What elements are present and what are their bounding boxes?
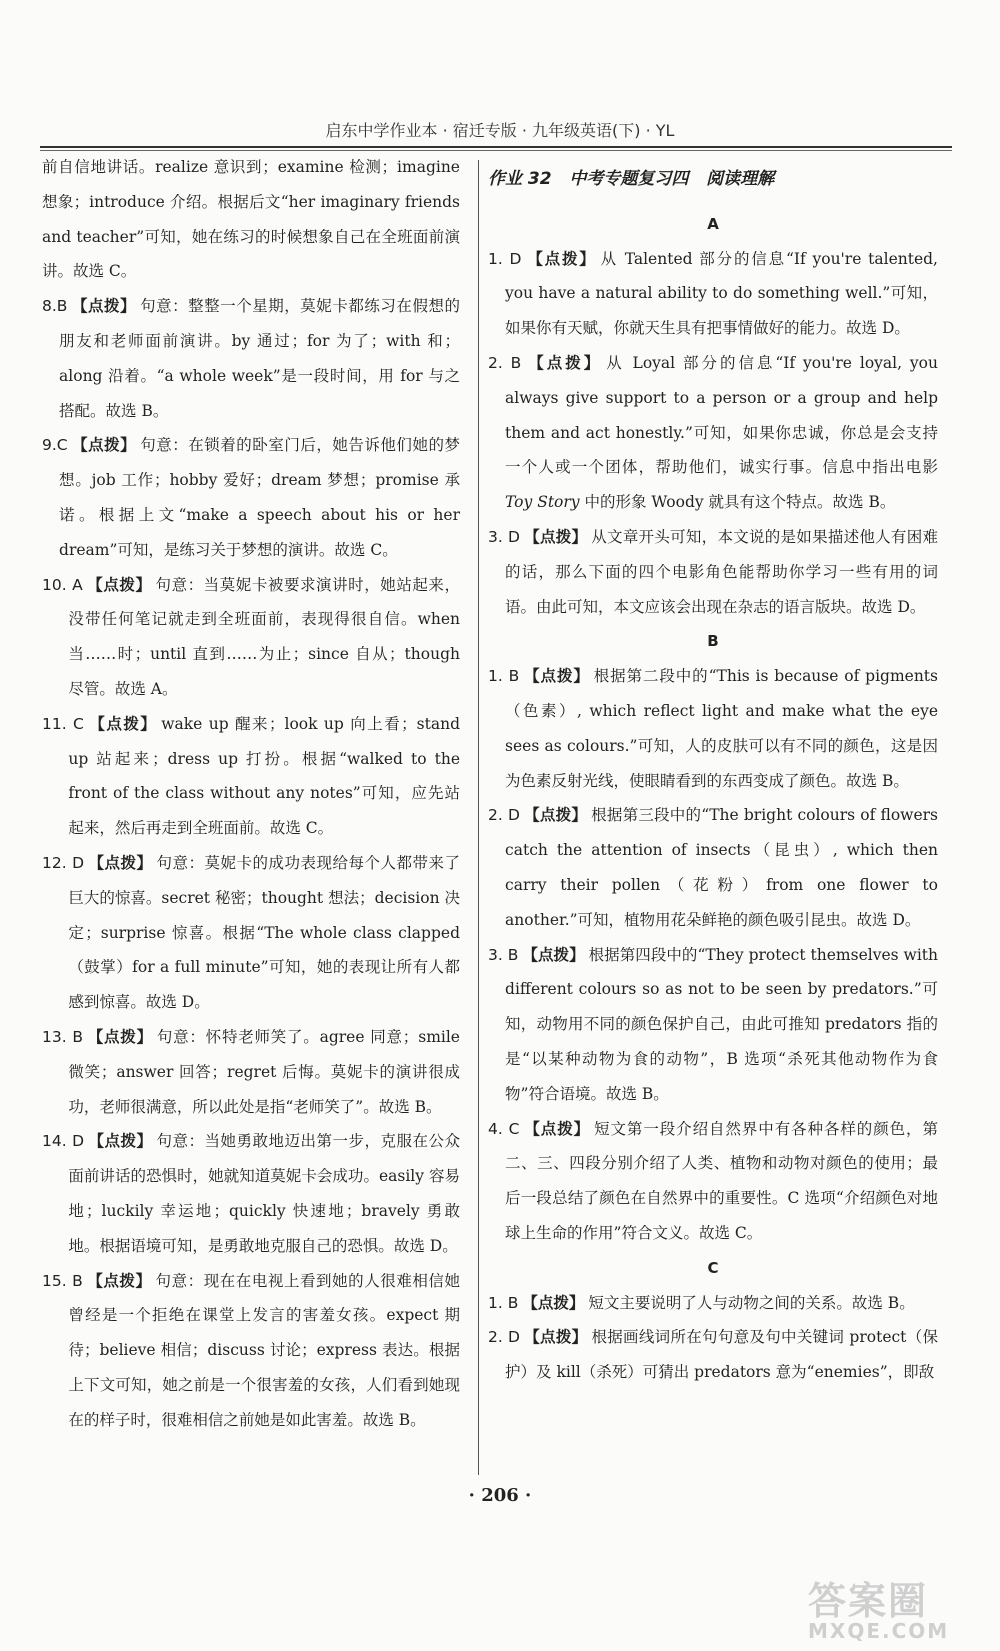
answer-explanation-cont: 中的形象 Woody 就具有这个特点。故选 B。 [579, 493, 896, 512]
answer-explanation: 句意：莫妮卡的成功表现给每个人都带来了巨大的惊喜。secret 秘密；thought 想法；decision 决定；surprise 惊喜。根据“The whole class clapped（鼓掌）for a full minute”可知，她的表现让所有人都感到惊喜。故选 D。 [68, 853, 460, 1012]
page-number: · 206 · [468, 1485, 532, 1506]
answer-number: 3. B [488, 945, 519, 964]
watermark-bottom: MXQE.COM [808, 1619, 950, 1643]
answer-number: 9.C [42, 436, 68, 455]
answer-explanation: 短文主要说明了人与动物之间的关系。故选 B。 [588, 1293, 915, 1312]
movie-title: Toy Story [505, 493, 580, 512]
answer-number: 1. D [488, 249, 522, 268]
answer-item [42, 428, 460, 567]
answer-number: 1. B [488, 667, 520, 686]
answer-number: 2. D [488, 806, 520, 825]
answer-number: 2. B [488, 353, 522, 372]
answer-item [42, 846, 460, 1020]
hint-tag: 【点拨】 [86, 1027, 153, 1046]
column-divider [478, 160, 479, 1475]
hint-tag: 【点拨】 [522, 945, 585, 964]
right-column [488, 150, 938, 1390]
hint-tag: 【点拨】 [88, 1132, 153, 1151]
hint-tag: 【点拨】 [86, 575, 152, 594]
answer-explanation: 句意：当莫妮卡被要求演讲时，她站起来，没带任何笔记就走到全班面前，表现得很自信。when 当……时；until 直到……为止；since 自从；though 尽管。故选 A。 [68, 575, 460, 698]
answer-explanation: 根据第三段中的“The bright colours of flowers catch the attention of insects（昆虫）, which then carry their pollen（花粉）from one flower to another.”可知，植物用花朵鲜艳的颜色吸引昆虫。故选 D。 [505, 806, 938, 929]
answer-number: 10. A [42, 575, 83, 594]
answer-explanation: 句意：在锁着的卧室门后，她告诉他们她的梦想。job 工作；hobby 爱好；dream 梦想；promise 承诺。根据上文“make a speech about his or her dream”可知，是练习关于梦想的演讲。故选 C。 [59, 436, 460, 559]
answer-explanation: 句意：当她勇敢地迈出第一步，克服在公众面前讲话的恐惧时，她就知道莫妮卡会成功。easily 容易地；luckily 幸运地；quickly 快速地；bravely 勇敢地。根据语境可知，是勇敢地克服自己的恐惧。故选 D。 [68, 1132, 460, 1255]
answer-explanation: 句意：整整一个星期，莫妮卡都练习在假想的朋友和老师面前演讲。by 通过；for 为了；with 和；along 沿着。“a whole week”是一段时间，用 for 与之搭配。故选 B。 [59, 297, 460, 420]
section-label: B [707, 632, 719, 651]
answer-number: 13. B [42, 1027, 83, 1046]
answer-item [42, 289, 460, 428]
section-label: C [707, 1258, 719, 1277]
answer-number: 11. C [42, 714, 84, 733]
answer-explanation: 根据第二段中的“This is because of pigments（色素）, which reflect light and make what the eye sees as colours.”可知，人的皮肤可以有不同的颜色，这是因为色素反射光线，使眼睛看到的东西变成了颜色。故选 B。 [505, 667, 938, 790]
hint-tag: 【点拨】 [86, 1271, 152, 1290]
answer-item [42, 1264, 460, 1438]
hint-tag: 【点拨】 [71, 297, 137, 316]
answer-item [488, 1320, 938, 1390]
answer-number: 3. D [488, 527, 520, 546]
answer-explanation: 根据第四段中的“They protect themselves with different colours so as not to be seen by predators.”可知，动物用不同的颜色保护自己，由此可推知 predators 指的是“以某种动物为食的动物”，B 选项“杀死其他动物作为食物”符合语境。故选 B。 [505, 945, 938, 1103]
answer-explanation: 短文第一段介绍自然界中有各种各样的颜色，第二、三、四段分别介绍了人类、植物和动物对颜色的使用；最后一段总结了颜色在自然界中的重要性。C 选项“介绍颜色对地球上生命的作用”符合文义。故选 C。 [505, 1119, 938, 1242]
hint-tag: 【点拨】 [523, 806, 588, 825]
hint-tag: 【点拨】 [523, 527, 588, 546]
answer-number: 14. D [42, 1132, 85, 1151]
answer-item [488, 798, 938, 937]
answer-item [42, 568, 460, 707]
hint-tag: 【点拨】 [525, 249, 597, 268]
assignment-title: 作业 32 中考专题复习四 阅读理解 [488, 169, 775, 189]
answer-explanation: 句意：现在在电视上看到她的人很难相信她曾经是一个拒绝在课堂上发言的害羞女孩。expect 期待；believe 相信；discuss 讨论；express 表达。根据上下文可知，她之前是一个很害羞的女孩，人们看到她现在的样子时，很难相信之前她是如此害羞。故选 B。 [68, 1271, 460, 1429]
answer-explanation: 句意：怀特老师笑了。agree 同意；smile 微笑；answer 回答；regret 后悔。莫妮卡的演讲很成功，老师很满意，所以此处是指“老师笑了”。故选 B。 [68, 1027, 460, 1116]
answer-number: 4. C [488, 1119, 520, 1138]
watermark-top: 答案圈 [808, 1579, 929, 1623]
hint-tag: 【点拨】 [523, 667, 590, 686]
hint-tag: 【点拨】 [71, 436, 137, 455]
answer-number: 8.B [42, 297, 68, 316]
left-column [42, 150, 460, 1437]
answer-item [488, 346, 938, 520]
answer-item [42, 1020, 460, 1124]
hint-tag: 【点拨】 [88, 853, 153, 872]
answer-explanation: 从文章开头可知，本文说的是如果描述他人有困难的话，那么下面的四个电影角色能帮助你学习一些有用的词语。由此可知，本文应该会出现在杂志的语言版块。故选 D。 [505, 527, 938, 616]
answer-explanation: 从 Talented 部分的信息“If you're talented, you have a natural ability to do something well.”可知，如果你有天赋，你就天生具有把事情做好的能力。故选 D。 [505, 249, 938, 338]
answer-item [42, 1124, 460, 1263]
answer-number: 15. B [42, 1271, 83, 1290]
section-label: A [707, 214, 719, 233]
answer-explanation: 从 Loyal 部分的信息“If you're loyal, you always give support to a person or a group and help them and act honestly.”可知，如果你忠诚，你总是会支持一个人或一个团体，帮助他们，诚实行事。信息中指出电影 [505, 353, 938, 477]
answer-number: 12. D [42, 853, 85, 872]
answer-item [488, 659, 938, 798]
answer-explanation: 根据画线词所在句句意及句中关键词 protect（保护）及 kill（杀死）可猜出 predators 意为“enemies”，即敌 [505, 1328, 938, 1382]
hint-tag: 【点拨】 [87, 714, 158, 733]
header-rule [40, 146, 952, 148]
answer-number: 1. B [488, 1293, 519, 1312]
answer-item [42, 707, 460, 846]
continued-answer-text: 前自信地讲话。realize 意识到；examine 检测；imagine 想象；introduce 介绍。根据后文“her imaginary friends and teacher”可知，她在练习的时候想象自己在全班面前演讲。故选 C。 [42, 158, 460, 281]
answer-explanation: wake up 醒来；look up 向上看；stand up 站起来；dress up 打扮。根据“walked to the front of the class without any notes”可知，应先站起来，然后再走到全班面前。故选 C。 [68, 714, 460, 838]
answer-item [488, 938, 938, 1112]
hint-tag: 【点拨】 [525, 353, 603, 372]
hint-tag: 【点拨】 [522, 1293, 585, 1312]
hint-tag: 【点拨】 [523, 1119, 591, 1138]
answer-item [488, 242, 938, 346]
answer-item [488, 1286, 938, 1321]
watermark-logo [808, 1570, 949, 1643]
answer-item [488, 520, 938, 624]
hint-tag: 【点拨】 [523, 1328, 588, 1347]
answer-number: 2. D [488, 1328, 520, 1347]
running-header: 启东中学作业本 · 宿迁专版 · 九年级英语(下) · YL [325, 121, 675, 140]
answer-item [488, 1112, 938, 1251]
